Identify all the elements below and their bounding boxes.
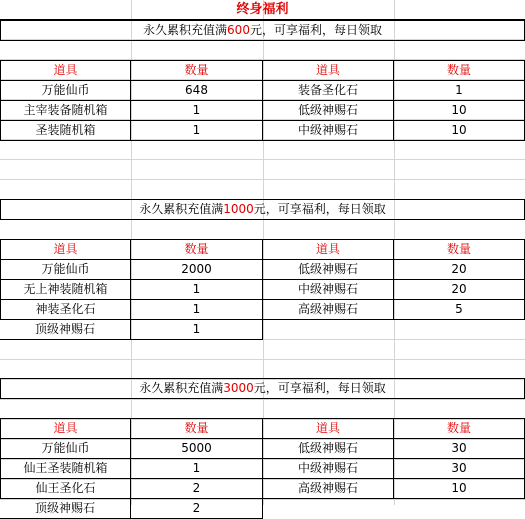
- item-name: 顶级神赐石: [0, 320, 131, 339]
- spacer-row: [0, 41, 525, 61]
- table-row: [0, 300, 525, 320]
- item-qty: 2: [131, 499, 263, 518]
- header-item: 道具: [263, 240, 394, 259]
- table-row: [0, 101, 525, 121]
- item-name: 仙王圣装随机箱: [0, 459, 131, 478]
- item-qty: 20: [394, 260, 525, 279]
- header-qty: 数量: [131, 61, 263, 80]
- item-name: 神装圣化石: [0, 300, 131, 319]
- benefit-table-600: [0, 20, 525, 141]
- header-row: [0, 419, 525, 439]
- tier-amount: 3000: [223, 381, 254, 395]
- table-row: [0, 459, 525, 479]
- header-qty: 数量: [131, 419, 263, 438]
- item-qty: 648: [131, 81, 263, 100]
- item-name: 低级神赐石: [263, 439, 394, 458]
- table-row: [0, 260, 525, 280]
- table-row: [0, 280, 525, 300]
- table-row: [0, 439, 525, 459]
- item-name: 主宰装备随机箱: [0, 101, 131, 120]
- item-name: 仙王圣化石: [0, 479, 131, 498]
- header-qty: 数量: [394, 419, 525, 438]
- item-qty: 30: [394, 459, 525, 478]
- benefit-table-3000: [0, 378, 525, 519]
- item-qty: 20: [394, 280, 525, 299]
- item-name: 中级神赐石: [263, 459, 394, 478]
- item-qty: 5000: [131, 439, 263, 458]
- benefit-table-1000: [0, 199, 525, 340]
- item-qty: 10: [394, 121, 525, 140]
- item-qty: 2000: [131, 260, 263, 279]
- item-qty: 1: [131, 121, 263, 140]
- item-qty: 10: [394, 479, 525, 498]
- table-row: [0, 479, 525, 499]
- item-name: 顶级神赐石: [0, 499, 131, 518]
- item-name: 低级神赐石: [263, 101, 394, 120]
- item-name: 万能仙币: [0, 260, 131, 279]
- item-qty: 1: [394, 81, 525, 100]
- tier-caption: 永久累积充值满1000元，可享福利，每日领取: [0, 200, 525, 219]
- item-qty: 1: [131, 101, 263, 120]
- header-qty: 数量: [394, 61, 525, 80]
- page-title: 终身福利: [0, 0, 525, 20]
- header-row: [0, 240, 525, 260]
- item-name: 中级神赐石: [263, 280, 394, 299]
- item-name: 低级神赐石: [263, 260, 394, 279]
- header-item: 道具: [0, 419, 131, 438]
- header-row: [0, 61, 525, 81]
- item-name: 高级神赐石: [263, 300, 394, 319]
- table-row: [0, 121, 525, 141]
- tier-amount: 600: [227, 23, 250, 37]
- spacer-row: [0, 220, 525, 240]
- item-qty: 1: [131, 300, 263, 319]
- item-qty: 10: [394, 101, 525, 120]
- item-name: 圣装随机箱: [0, 121, 131, 140]
- header-item: 道具: [263, 61, 394, 80]
- header-qty: 数量: [131, 240, 263, 259]
- item-qty: 2: [131, 479, 263, 498]
- header-qty: 数量: [394, 240, 525, 259]
- tier-caption: 永久累积充值满3000元，可享福利，每日领取: [0, 379, 525, 398]
- item-qty: 30: [394, 439, 525, 458]
- header-item: 道具: [0, 240, 131, 259]
- tier-caption: 永久累积充值满600元，可享福利，每日领取: [0, 21, 525, 40]
- item-qty: 1: [131, 280, 263, 299]
- item-name: 装备圣化石: [263, 81, 394, 100]
- spacer-row: [0, 399, 525, 419]
- item-qty: 5: [394, 300, 525, 319]
- item-name: 万能仙币: [0, 439, 131, 458]
- item-name: 万能仙币: [0, 81, 131, 100]
- header-item: 道具: [0, 61, 131, 80]
- header-item: 道具: [263, 419, 394, 438]
- table-row: [0, 81, 525, 101]
- table-row: [0, 320, 263, 340]
- item-name: 中级神赐石: [263, 121, 394, 140]
- item-name: 高级神赐石: [263, 479, 394, 498]
- table-row: [0, 499, 263, 519]
- item-qty: 1: [131, 320, 263, 339]
- tier-amount: 1000: [223, 202, 254, 216]
- item-name: 无上神装随机箱: [0, 280, 131, 299]
- item-qty: 1: [131, 459, 263, 478]
